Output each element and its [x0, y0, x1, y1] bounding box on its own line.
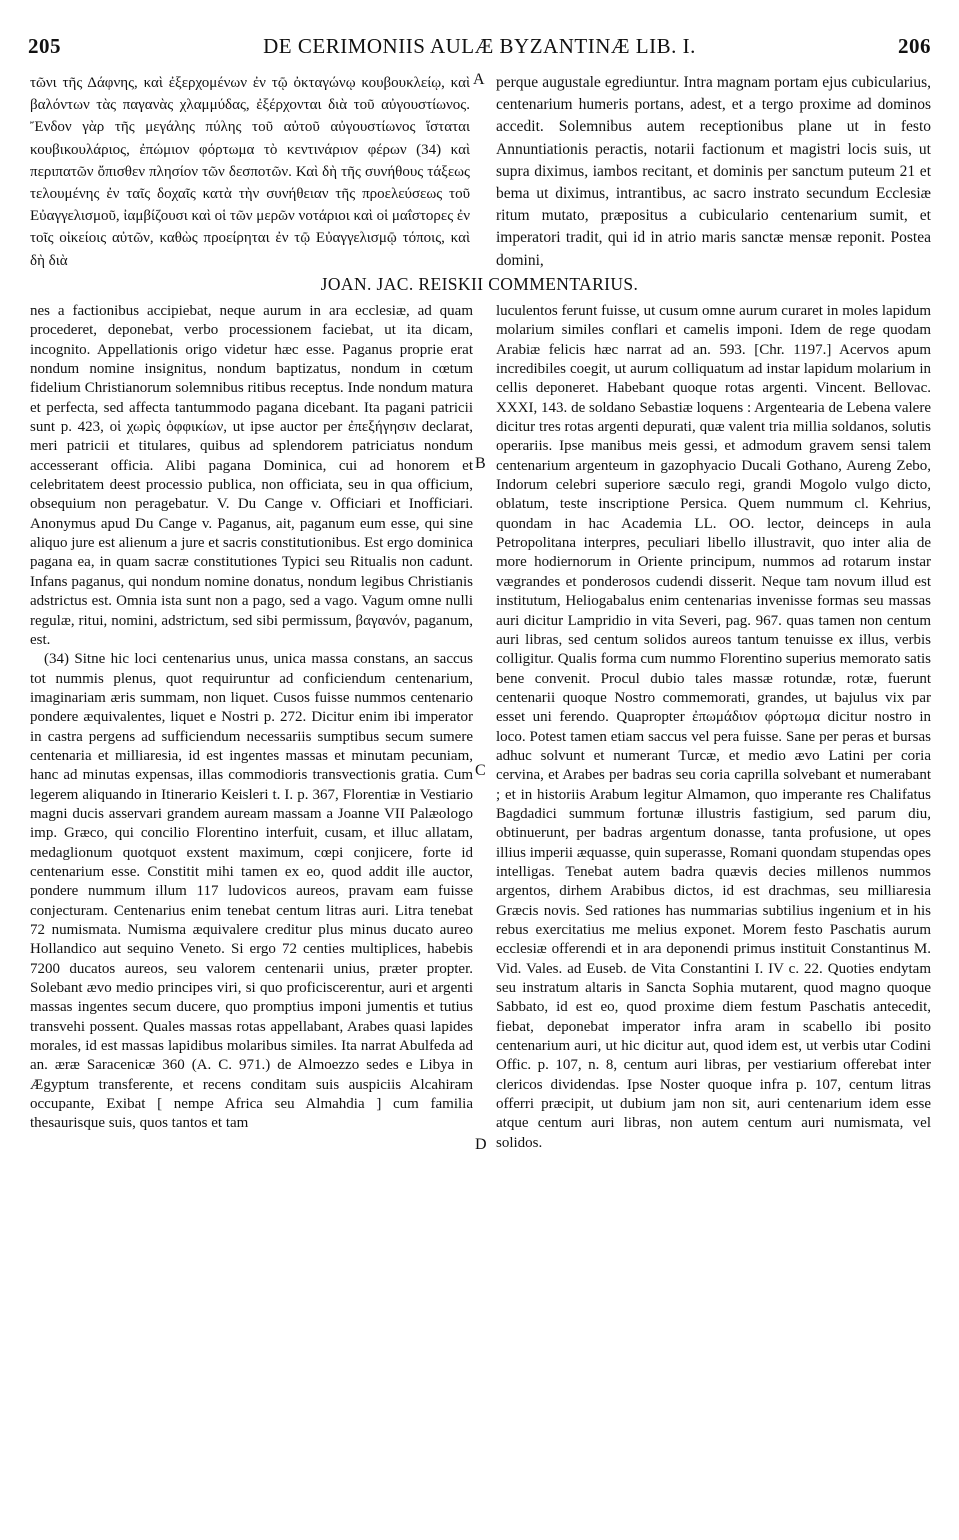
section-marker-a: A	[473, 71, 485, 88]
commentary-left-column	[30, 302, 473, 1134]
greek-text-column	[30, 72, 470, 272]
latin-translation-column	[496, 72, 931, 272]
commentary-right-column	[496, 302, 931, 1153]
commentary-paragraph: (34) Sitne hic loci centenarius unus, unica massa constans, an saccus tot nummis plenus, quot requiruntur ad conficiendum centenarium, imaginariam æris summam, non liquet. Cusos fuisse nummos centenario pondere æquivalentes, liquet e Nostri p. 272. Dicitur enim ibi imperator in castra pergens ad sufficiendum necessariis sumptibus secum sumere centenaria et milliaresia, id est ingentes massas et minutam pecuniam, hanc ad minutas expensas, illas commodioris transvectionis gratia. Cum legerem aliquando in Itinerario Keisleri t. I. p. 367, Florentiæ in Vestiario magni ducis asservari grandem auream massam a Joanne VII Palæologo imp. Græco, qui concilio Florentino interfuit, cusam, et illuc allatam, medaglionum quotquot exstent maximum, cœpi conjicere, forte id centenarium esse. Constitit mihi tamen ex eo, quod addit ille auctor, pondere nummum illum 117 ludovicos aureos, pravam eam fuisse conjecturam. Centenarius enim tenebat centum litras auri. Litra tenebat 72 numismata. Numisma æquivalere creditur plus minus ducato aureo Hollandico aut sequino Veneto. Si ergo 72 centies multiplices, habebis 7200 ducatos aureos, seu valorem centenarii unius, præter propter. Solebant ævo medio principes viri, si quo proficiscerentur, auri et argenti massas ingentes secum ducere, quo promptius imponi jumentis et tutius transvehi possent. Quales massas rotas appellabant, Arabes quasi lapides morales, id est massas lapidibus molaribus similes. Ita narrat Abulfeda ad an. æræ Saracenicæ 360 (A. C. 971.) de Almoezzo sedes e Libya in Ægyptum transferente, et recens conditam suis auspiciis Alcahiram occupante, Exibat [ nempe Africa seu Almahdia ] cum familia thesaurisque suis, quos tantos et tam	[30, 651, 473, 1132]
page-number-left: 205	[28, 34, 61, 58]
section-marker-b: B	[475, 455, 486, 472]
latin-translation: perque augustale egrediuntur. Intra magnam portam ejus cubicularius, centenarium humeris portans, adest, et a tergo proxime ad dominos accedit. Solemnibus autem receptionibus plane ut in festo Annuntiationis peractis, notarii factionum et magistri locis suis, ut supra diximus, iambos recitant, et dominis per sanctum puteum 21 et bema ut diximus, intrantibus, ac sacro instrato secundum Ecclesiæ ritum mutato, præpositus a cubiculario centenarium sumit, et imperatori tradit, qui id in atrio maris sanctæ mensæ reponit. Postea domini,	[496, 74, 931, 269]
running-title: DE CERIMONIIS AULÆ BYZANTINÆ LIB. I.	[263, 34, 696, 58]
section-marker-d: D	[475, 1136, 487, 1153]
running-header	[28, 34, 931, 60]
commentary-paragraph: nes a factionibus accipiebat, neque aurum in ara ecclesiæ, ad quam procederet, deponebat, verbo processionem faciebat, ut ita dicam, incognito. Appellationis origo videtur hæc esse. Paganus proprie erat nondum nomine insignitus, nondum baptizatus, nondum in cœtum fidelium Christianorum solemnibus ritibus receptus. Inde nondum matura et perfecta, sed affecta tantummodo pagana dicebant. Ita pagani patricii sunt p. 423, οἱ χωρὶς ὀφφικίων, ut ipse auctor per ἐπεξήγησιν declarat, meri patricii et titulares, quibus ad splendorem patriciatus nondum accesserant officia. Alibi pagana Dominica, cui ad honorem et celebritatem deest processio publica, non officiata, seu in qua officium, obsequium non peragebatur. V. Du Cange v. Officiari et Inofficiari. Anonymus apud Du Cange v. Paganus, ait, paganum eum esse, qui sine aliquo jure est alienum a jure et sacris constitutionibus. Est ergo dominica pagana ea, in quam sacræ constitutiones Typici seu Ritualis non cadunt. Infans paganus, qui nondum nomine donatus, nondum legibus Christianis adstrictus est. Omnia ista sunt non a pago, sed a vago. Vagum omne nulli regulæ, ritui, nomini, adstrictum, sed sibi permissum, βαγανόν, paganum, est.	[30, 303, 473, 648]
commentary-paragraph: luculentos ferunt fuisse, ut cusum omne aurum curaret in moles lapidum molarium similes conflari et camelis imponi. Idem de rege quodam Arabiæ felicis hæc narrat ad an. 593. [Chr. 1197.] Acervos apum incredibiles coegit, ut aurum colliquatum ad instar lapidum molarium in cellis deponeret. Habebant quoque rotas argenti. Vincent. Bellovac. XXXI, 143. de soldano Sebastiæ loquens : Argentearia de Lebena valere dicitur tres rotas argenti depurati, quæ valent tria millia soldanos, solutis operariis. Ipse manibus meis gessi, et admodum gravem sensi talem centenarium argenteum in gazophyacio Ducali Gothano, Aureng Zebo, Indorum celebri superiore sæculo regi, grandi Mogolo vulgo dicto, oblatum, teste inscriptione Persica. Quem nummum cl. Kehrius, quondam in hac Academia LL. OO. lector, deinceps in aula Petropolitana interpres, peculiari libello illustravit, quo inter alia de more hodiernorum in Oriente principum, nummos ad rotarum instar vægrandes et ponderosos cudendi disserit. Neque tam novum illud est institutum, Heliogabalus enim centenarias invenisse formas seu massas auri dicitur Lampridio in vita Severi, pag. 967. quas tamen non centum auri libras, sed centum solidos aureos tantum tenuisse ex illus, verbis colligitur. Qualis forma cum nummo Florentino superius memorato satis bene convenit. Procul dubio tales massæ rotundæ, rotæ, fuerunt centenarii quoque Nostro commemorati, grandes, ut bajulus vix par esset uni ferendo. Quapropter ἐπωμάδιον φόρτωμα dicitur nostro in loco. Potest tamen etiam saccus vel pera fuisse. Sane per peras et bursas adhuc solvunt et numerant Turcæ, et medio ævo Latini per coria cervina, et Arabes per badras seu coria caprilla solvebant et numerabant ; et in historiis Arabum legitur Almamon, quo imperante res Chalifatus Bagdadici summum fortunæ illustris fastigium, sed parum diu, obtinuerunt, per badras argentum donasse, tanta profusione, ut opes illius imperii æquasse, quin superasse, Romani quondam stupendas opes intelligas. Tenebat autem badra quævis decies millenos nummos argentos, dirhem Arabibus dictos, id est drachmas, seu milliaresia Græcis novis. Sed rationes has nummarias subtilius ingenium et in his rebus exercitatius me melius exponet. Morem festo Paschatis aurum ecclesiæ offerendi et in ara deponendi primus instituit Constantinus M. Vid. Vales. ad Euseb. de Vita Constantini I. IV c. 22. Quoties endytam seu instratum altaris in Sancta Sophia mutarent, quod magno quoque Sabbato, id est eo, quod proxime diem festum Paschatis antecedit, fiebat, deponebat imperator infra aram in scabello ibi posito centenarium auri, ut hic dicitur aut, quod idem est, ut verbis utar Codini Offic. p. 107, n. 8, centum auri libras, per vestiarium offerebat inter clericos dividendas. Ipse Noster quoque infra p. 107, centum litras offerri præcipit, ut dubium jam non sit, auri centenarium idem esse atque centum auri libras, non autem centum auri numismata, vel solidos.	[496, 303, 931, 1151]
section-marker-c: C	[475, 762, 486, 779]
commentary-heading: JOAN. JAC. REISKII COMMENTARIUS.	[320, 274, 639, 294]
greek-text: τῶνι τῆς Δάφνης, καὶ ἐξερχομένων ἐν τῷ ὀκταγώνῳ κουβουκλείῳ, καὶ βαλόντων τὰς παγανὰς χλαμμύδας, ἐξέρχονται διὰ τοῦ αὐγουστίωνος. Ἔνδον γὰρ τῆς μεγάλης πύλης τοῦ αὐτοῦ αὐγουστίωνος ἵσταται κουβικουλάριος, ἐπώμιον φόρτωμα τὸ κεντινάριον φέρων (34) καὶ περιπατῶν ὄπισθεν πλησίον τῶν δεσποτῶν. Καὶ δὴ τῆς συνήθους τάξεως τελουμένης ἐν ταῖς δοχαῖς κατὰ τὴν συνήθειαν τῆς προελεύσεως τοῦ Εὐαγγελισμοῦ, ἰαμβίζουσι καὶ οἱ τῶν μερῶν νοτάριοι καὶ οἱ μαΐστορες ἐν τοῖς οἰκείοις αὐτῶν, καθὼς προείρηται ἐν τῷ Εὐαγγελισμῷ τόποις, καὶ δὴ διὰ	[30, 75, 470, 269]
page-number-right: 206	[898, 34, 931, 58]
